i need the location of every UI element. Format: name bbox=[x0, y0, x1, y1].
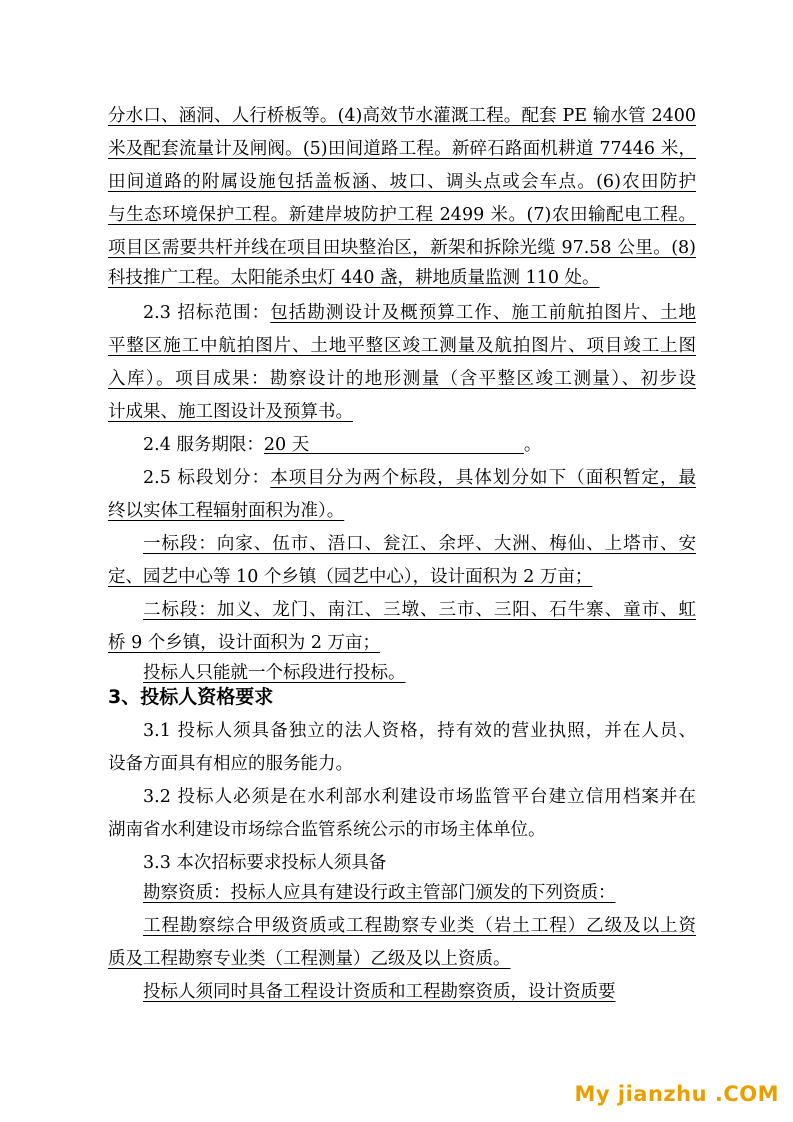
body-line: 项目区需要共杆并线在项目田块整治区，新架和拆除光缆 97.58 公里。(8) bbox=[108, 238, 696, 258]
lots-note: 投标人只能就一个标段进行投标。 bbox=[143, 663, 406, 683]
body-line: 与生态环境保护工程。新建岸坡防护工程 2499 米。(7)农田输配电工程。 bbox=[108, 205, 696, 225]
p32-line: 湖南省水利建设市场综合监管系统公示的市场主体单位。 bbox=[108, 820, 546, 840]
p32-line: 3.2 投标人必须是在水利部水利建设市场监管平台建立信用档案并在 bbox=[143, 787, 696, 807]
lot2-line: 二标段：加义、龙门、南江、三墩、三市、三阳、石牛寨、童市、虹 bbox=[143, 600, 696, 620]
body-line: 米及配套流量计及闸阀。(5)田间道路工程。新碎石路面机耕道 77446 米， bbox=[108, 139, 696, 159]
period-label: 2.4 服务期限： bbox=[143, 435, 264, 455]
scope-line: 平整区施工中航拍图片、土地平整区竣工测量及航拍图片、项目竣工上图 bbox=[108, 336, 696, 356]
scope-label: 2.3 招标范围： bbox=[143, 303, 271, 323]
scope-line: 入库）。项目成果：勘察设计的地形测量（含平整区竣工测量）、初步设 bbox=[108, 369, 696, 389]
survey-line: 质及工程勘察专业类（工程测量）乙级及以上资质。 bbox=[108, 949, 511, 969]
survey-line: 工程勘察综合甲级资质或工程勘察专业类（岩土工程）乙级及以上资 bbox=[143, 916, 696, 936]
scope-paragraph bbox=[143, 301, 696, 325]
lots-text: 本项目分为两个标段，具体划分如下（面积暂定，最 bbox=[270, 468, 697, 488]
scope-line: 计成果、施工图设计及预算书。 bbox=[108, 402, 353, 422]
survey-label: 勘察资质：投标人应具有建设行政主管部门颁发的下列资质： bbox=[143, 883, 616, 903]
section-heading: 3、投标人资格要求 bbox=[108, 686, 274, 708]
scope-text: 包括勘测设计及概预算工作、施工前航拍图片、土地 bbox=[270, 303, 697, 323]
watermark-logo: My jianzhu .COM bbox=[574, 1082, 779, 1106]
period-end: 。 bbox=[523, 435, 542, 455]
lot1-line: 定、园艺中心等 10 个乡镇（园艺中心），设计面积为 2 万亩； bbox=[108, 567, 593, 587]
body-line: 田间道路的附属设施包括盖板涵、坡口、调头点或会车点。(6)农田防护 bbox=[108, 172, 696, 192]
last-line: 投标人须同时具备工程设计资质和工程勘察资质，设计资质要 bbox=[143, 982, 616, 1002]
period-value: 20 天 bbox=[264, 433, 524, 454]
lot2-line: 桥 9 个乡镇，设计面积为 2 万亩； bbox=[108, 633, 381, 653]
body-line: 分水口、涵洞、人行桥板等。(4)高效节水灌溉工程。配套 PE 输水管 2400 bbox=[108, 106, 696, 126]
body-line: 科技推广工程。太阳能杀虫灯 440 盏，耕地质量监测 110 处。 bbox=[108, 268, 600, 288]
p31-line: 3.1 投标人须具备独立的法人资格，持有效的营业执照，并在人员、 bbox=[143, 721, 696, 741]
p33-line: 3.3 本次招标要求投标人须具备 bbox=[143, 853, 387, 873]
period-paragraph bbox=[143, 433, 731, 457]
lots-paragraph bbox=[143, 466, 696, 490]
lots-line: 终以实体工程辐射面积为准）。 bbox=[108, 501, 345, 521]
lots-label: 2.5 标段划分： bbox=[143, 468, 271, 488]
lot1-line: 一标段：向家、伍市、浯口、瓮江、余坪、大洲、梅仙、上塔市、安 bbox=[143, 534, 696, 554]
p31-line: 设备方面具有相应的服务能力。 bbox=[108, 754, 353, 774]
